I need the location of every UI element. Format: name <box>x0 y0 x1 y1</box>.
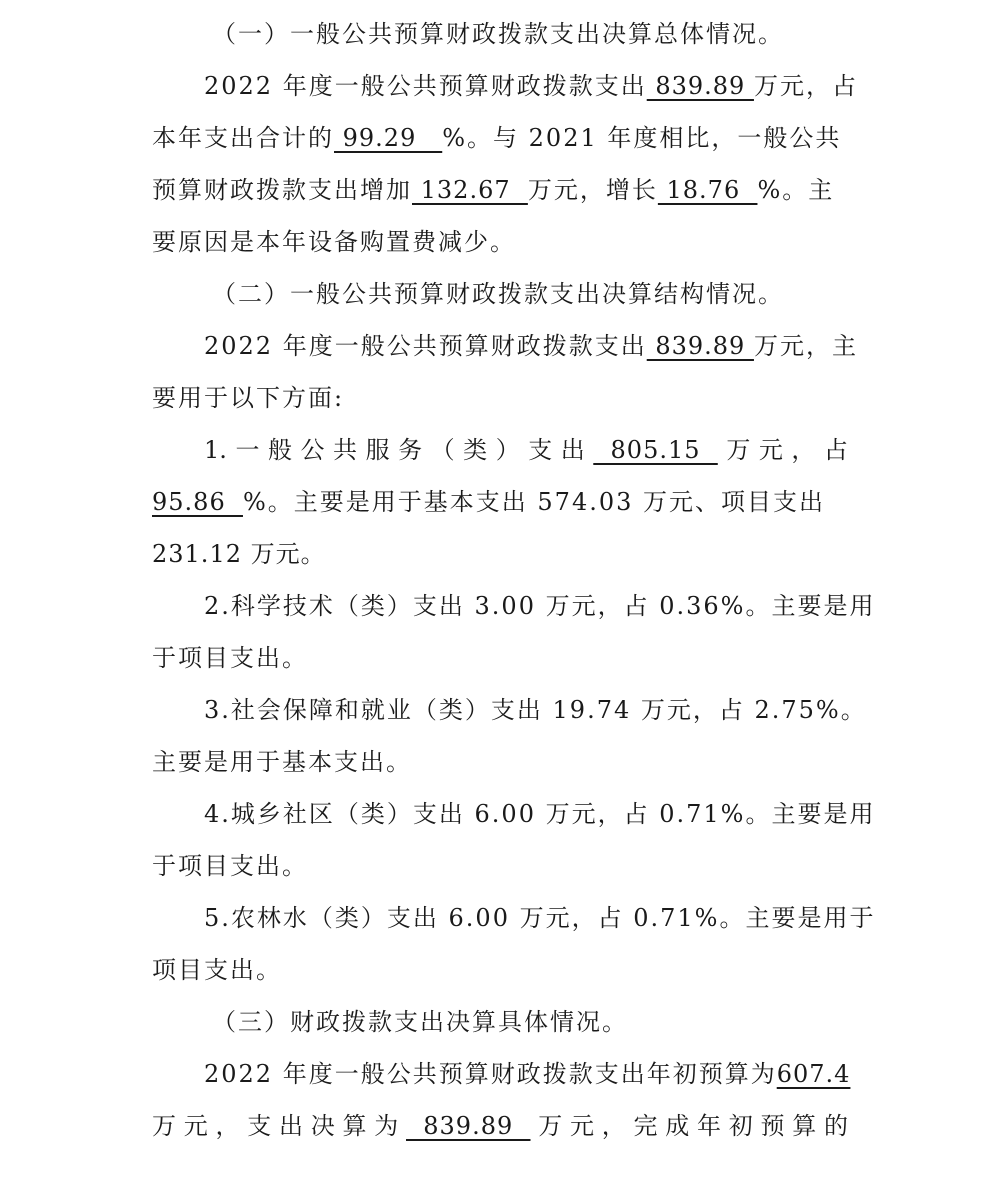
s2-intro-line-2 <box>152 372 848 424</box>
s2-intro-line-1 <box>152 320 858 372</box>
s3-line-1 <box>152 1048 851 1100</box>
s3-word: 万 <box>152 1112 176 1140</box>
item-1-word: 公 <box>300 436 325 464</box>
item-5-text-1: 5.农林水（类）支出 6.00 万元，占 0.71%。主要是用于 <box>204 904 876 932</box>
item-2-line-1 <box>152 580 876 632</box>
item-4-text-2: 于项目支出。 <box>152 852 308 880</box>
item-1-line-2 <box>152 476 848 528</box>
s1-line-4 <box>152 216 848 268</box>
s3-word: 算 <box>342 1112 367 1140</box>
section-1-heading <box>152 8 848 60</box>
s1-text-3a: 预算财政拨款支出增加 <box>152 176 412 204</box>
s2-total-expenditure-value: 839.89 <box>646 332 754 360</box>
item-4-text-1: 4.城乡社区（类）支出 6.00 万元，占 0.71%。主要是用 <box>204 800 876 828</box>
item-1-text-3: 231.12 万元。 <box>152 540 326 568</box>
s3-word: 成 <box>665 1112 690 1140</box>
s3-word: 为 <box>374 1112 399 1140</box>
item-5-line-1 <box>152 892 876 944</box>
item-1-word: ） <box>495 436 520 464</box>
item-1-word: 万 <box>726 436 751 464</box>
s1-text-2a: 本年支出合计的 <box>152 124 334 152</box>
s3-word: 算 <box>792 1112 817 1140</box>
s1-line-2 <box>152 112 848 164</box>
s3-word: 元 <box>570 1112 594 1140</box>
item-3-line-1 <box>152 684 867 736</box>
item-1-line-1 <box>152 424 848 476</box>
s1-line-1 <box>152 60 858 112</box>
s3-word: 出 <box>279 1112 303 1140</box>
s3-word: 的 <box>824 1112 848 1140</box>
s3-word: 初 <box>728 1112 753 1140</box>
s3-line-2 <box>152 1100 848 1152</box>
item-1-word: 1. <box>204 436 227 464</box>
s1-line-3 <box>152 164 848 216</box>
s3-word: 支 <box>247 1112 272 1140</box>
item-4-line-2 <box>152 840 848 892</box>
item-2-line-2 <box>152 632 848 684</box>
s3-word: 万 <box>538 1112 563 1140</box>
item-1-line-3 <box>152 528 848 580</box>
item-1-word: 务 <box>398 436 423 464</box>
s3-word: ， <box>601 1112 626 1140</box>
s1-text-3c: %。主 <box>757 176 835 204</box>
item-1-word: 占 <box>823 436 848 464</box>
section-2-heading <box>152 268 848 320</box>
s3-word: 完 <box>633 1112 658 1140</box>
s3-word: 年 <box>697 1112 721 1140</box>
s3-word: 元 <box>183 1112 208 1140</box>
section-2-heading-text: （二）一般公共预算财政拨款支出决算结构情况。 <box>212 280 784 308</box>
item-1-word: 服 <box>365 436 390 464</box>
s1-share-percent-value: 99.29 <box>334 124 443 152</box>
s3-word: ， <box>215 1112 240 1140</box>
item-1-amount-value: 805.15 <box>593 436 718 464</box>
item-1-word: 元 <box>758 436 783 464</box>
item-1-word: （ <box>430 436 455 464</box>
item-1-text-2b: %。主要是用于基本支出 574.03 万元、项目支出 <box>242 488 826 516</box>
item-1-word: 般 <box>267 436 292 464</box>
item-1-word: 共 <box>333 436 358 464</box>
item-1-word: 支 <box>528 436 553 464</box>
s1-text-1b: 万元，占 <box>753 72 858 100</box>
s2-intro-text-2: 要用于以下方面: <box>152 384 345 412</box>
item-1-word: ， <box>791 436 816 464</box>
item-1-word: 一 <box>235 436 260 464</box>
section-3-heading-text: （三）财政拨款支出决算具体情况。 <box>212 1008 628 1036</box>
item-4-line-1 <box>152 788 876 840</box>
s1-text-1a: 2022 年度一般公共预算财政拨款支出 <box>204 72 647 100</box>
item-5-text-2: 项目支出。 <box>152 956 282 984</box>
item-2-text-1: 2.科学技术（类）支出 3.00 万元，占 0.36%。主要是用 <box>204 592 876 620</box>
s3-word: 决 <box>310 1112 335 1140</box>
s3-word: 预 <box>760 1112 785 1140</box>
s2-intro-text-1b: 万元，主 <box>753 332 858 360</box>
s3-text-1a: 2022 年度一般公共预算财政拨款支出年初预算为 <box>204 1060 777 1088</box>
s1-text-3b: 万元，增长 <box>527 176 658 204</box>
s1-text-4: 要原因是本年设备购置费减少。 <box>152 228 516 256</box>
s1-total-expenditure-value: 839.89 <box>646 72 754 100</box>
document-page <box>152 8 876 1152</box>
s2-intro-text-1a: 2022 年度一般公共预算财政拨款支出 <box>204 332 647 360</box>
section-1-heading-text: （一）一般公共预算财政拨款支出决算总体情况。 <box>212 20 784 48</box>
item-2-text-2: 于项目支出。 <box>152 644 308 672</box>
s3-initial-budget-value: 607.4 <box>776 1060 851 1088</box>
s1-increase-amount-value: 132.67 <box>412 176 528 204</box>
section-3-heading <box>152 996 848 1048</box>
item-1-percent-value: 95.86 <box>152 488 243 516</box>
s3-final-account-value: 839.89 <box>406 1112 531 1140</box>
item-3-line-2 <box>152 736 848 788</box>
s1-text-2b: %。与 2021 年度相比，一般公共 <box>442 124 842 152</box>
item-1-word: 出 <box>560 436 585 464</box>
item-3-text-1: 3.社会保障和就业（类）支出 19.74 万元，占 2.75%。 <box>204 696 867 724</box>
item-1-word: 类 <box>463 436 488 464</box>
item-3-text-2: 主要是用于基本支出。 <box>152 748 412 776</box>
s1-growth-percent-value: 18.76 <box>657 176 758 204</box>
item-5-line-2 <box>152 944 848 996</box>
